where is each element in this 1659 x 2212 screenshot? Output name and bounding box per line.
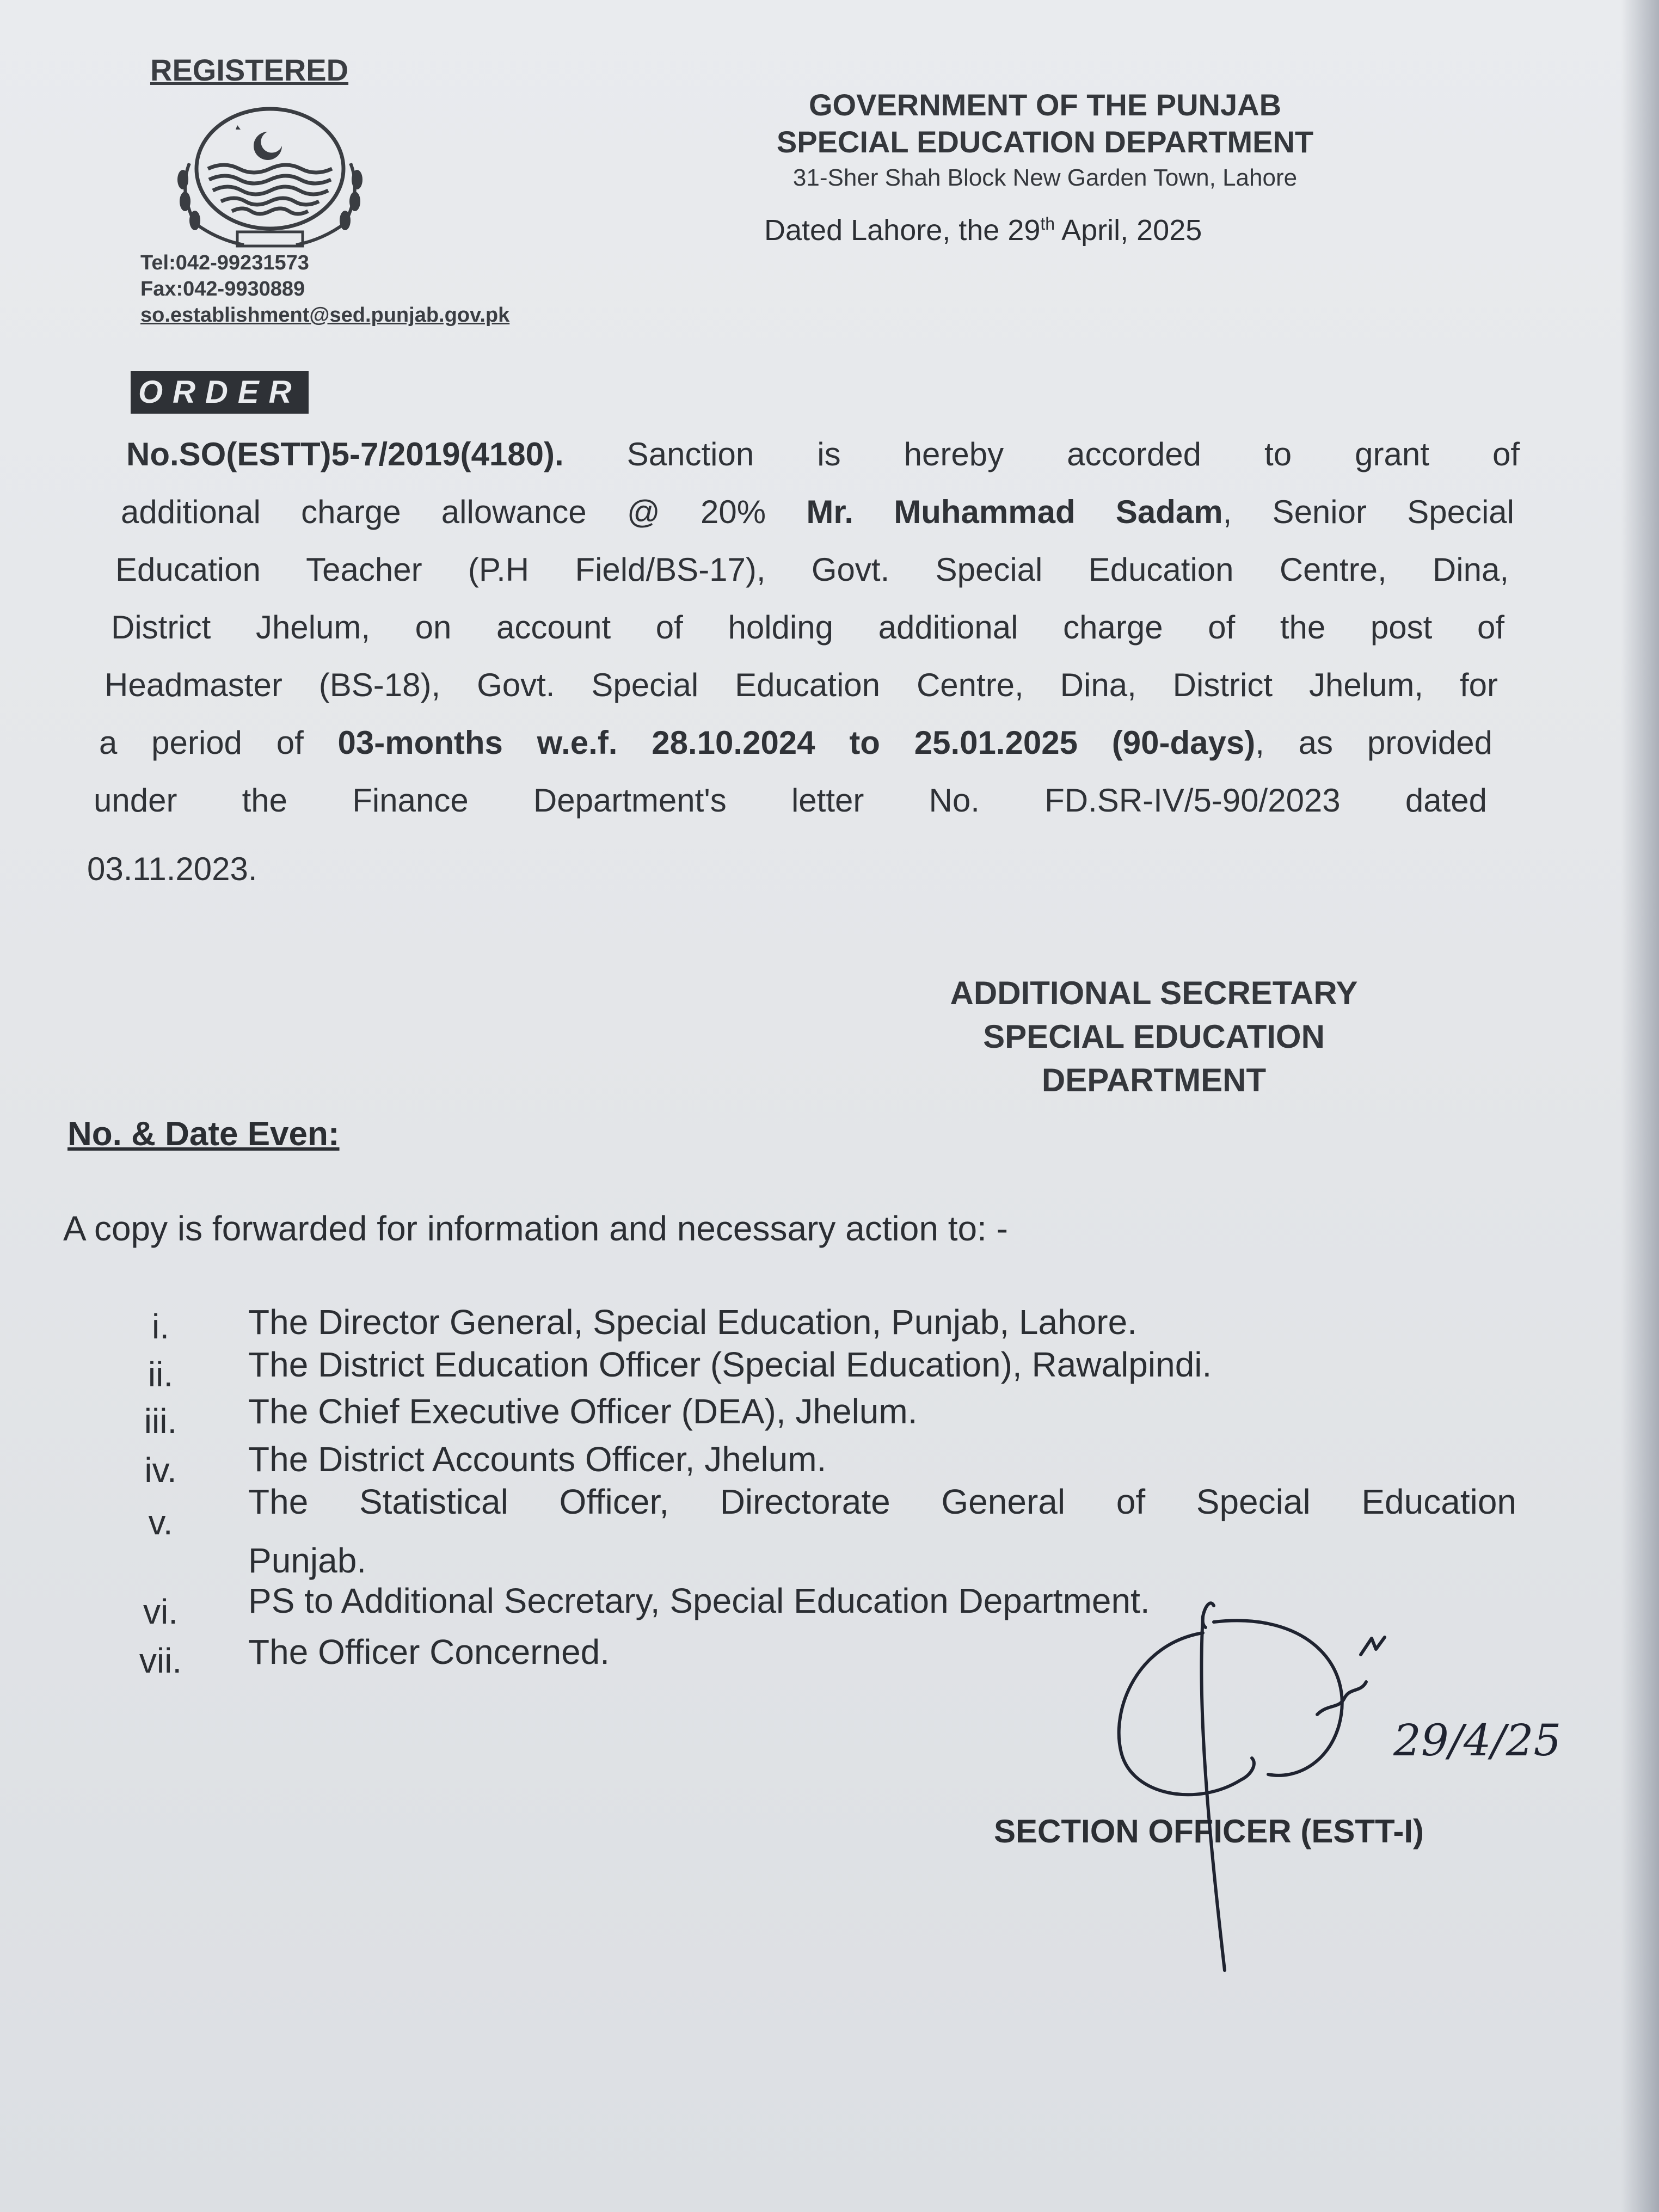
email-address: so.establishment@sed.punjab.gov.pk bbox=[140, 304, 510, 327]
signatory-line-3: DEPARTMENT bbox=[1041, 1062, 1267, 1098]
order-line-8: 03.11.2023. bbox=[87, 851, 257, 887]
list-number: vi. bbox=[143, 1592, 178, 1631]
list-number: i. bbox=[152, 1307, 169, 1346]
list-number: vii. bbox=[139, 1641, 182, 1680]
list-number: ii. bbox=[148, 1355, 174, 1394]
registered-label: REGISTERED bbox=[150, 53, 349, 87]
list-item: The District Accounts Officer, Jhelum. bbox=[248, 1440, 827, 1479]
forwarding-intro: A copy is forwarded for information and necessary action to: - bbox=[63, 1209, 1008, 1248]
page-edge-shadow bbox=[1621, 0, 1659, 2212]
punjab-government-seal-icon bbox=[161, 103, 379, 250]
order-line-2: additional charge allowance @ 20% Mr. Muhammad Sadam, Senior Special bbox=[121, 494, 1515, 530]
list-item: PS to Additional Secretary, Special Education Department. bbox=[248, 1581, 1150, 1620]
list-item: The Officer Concerned. bbox=[248, 1632, 610, 1672]
order-line-6: a period of 03-months w.e.f. 28.10.2024 to 25.01.2025 (90-days), as provided bbox=[99, 724, 1492, 761]
government-title: GOVERNMENT OF THE PUNJAB bbox=[808, 88, 1282, 122]
fax: Fax:042-9930889 bbox=[140, 278, 305, 300]
order-line-7: under the Finance Department's letter No. FD.SR-IV/5-90/2023 dated bbox=[94, 782, 1487, 819]
handwritten-signature-icon bbox=[1089, 1600, 1622, 1992]
signatory-line-2: SPECIAL EDUCATION bbox=[983, 1018, 1325, 1055]
handwritten-date: 29/4/25 bbox=[1393, 1715, 1562, 1766]
list-item-continuation: Punjab. bbox=[248, 1541, 367, 1580]
list-number: iii. bbox=[144, 1402, 177, 1441]
list-item: The Statistical Officer, Directorate General of Special Education bbox=[248, 1482, 1516, 1521]
dated-line: Dated Lahore, the 29th April, 2025 bbox=[764, 214, 1202, 247]
list-item: The Chief Executive Officer (DEA), Jhelum. bbox=[248, 1392, 918, 1431]
department-address: 31-Sher Shah Block New Garden Town, Lahore bbox=[792, 164, 1298, 191]
order-heading: ORDER bbox=[131, 371, 309, 414]
list-number: v. bbox=[148, 1503, 173, 1542]
no-date-even-heading: No. & Date Even: bbox=[67, 1115, 340, 1153]
signatory-line-1: ADDITIONAL SECRETARY bbox=[950, 975, 1358, 1011]
order-line-4: District Jhelum, on account of holding additional charge of the post of bbox=[111, 609, 1504, 646]
order-line-3: Education Teacher (P.H Field/BS-17), Govt. Special Education Centre, Dina, bbox=[115, 551, 1509, 588]
list-item: The Director General, Special Education, Punjab, Lahore. bbox=[248, 1302, 1137, 1342]
list-number: iv. bbox=[144, 1451, 177, 1490]
section-officer-title: SECTION OFFICER (ESTT-I) bbox=[994, 1813, 1424, 1850]
order-line-5: Headmaster (BS-18), Govt. Special Education Centre, Dina, District Jhelum, for bbox=[105, 667, 1498, 703]
department-title: SPECIAL EDUCATION DEPARTMENT bbox=[776, 125, 1314, 159]
list-item: The District Education Officer (Special Education), Rawalpindi. bbox=[248, 1345, 1212, 1384]
order-line-1: No.SO(ESTT)5-7/2019(4180). Sanction is hereby accorded to grant of bbox=[126, 436, 1520, 472]
telephone: Tel:042-99231573 bbox=[140, 251, 309, 274]
